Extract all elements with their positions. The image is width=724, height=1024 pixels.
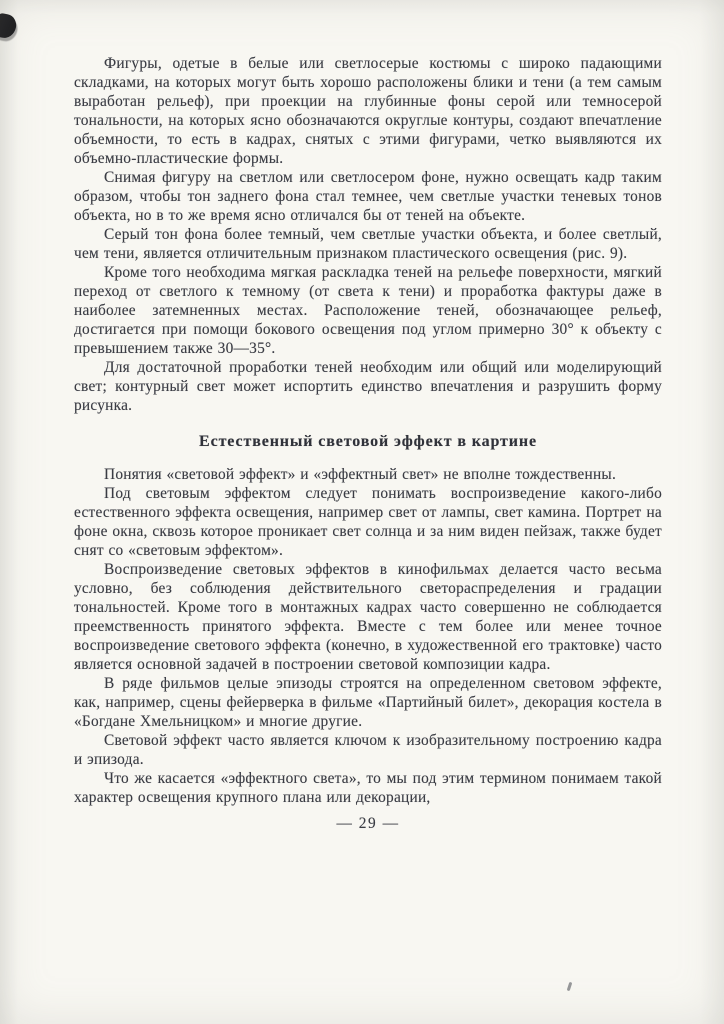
paragraph: Кроме того необходима мягкая раскладка теней на рельефе поверхности, мягкий переход от светлого к темному (от света к тени) и проработка фактуры даже в наиболее затемненных местах. Расположение теней, обозначающее рельеф, достигается при помощи бокового освещения под углом примерно 30° к объекту с превышением также 30—35°. bbox=[74, 264, 662, 357]
stray-ink-mark bbox=[567, 982, 573, 991]
paragraph: В ряде фильмов целые эпизоды строятся на определенном световом эффекте, как, например, сцены фейерверка в фильме «Партийный билет», декорация костела в «Богдане Хмельницком» и многие другие. bbox=[74, 675, 662, 730]
body-text-column bbox=[74, 54, 662, 833]
paragraph: Под световым эффектом следует понимать воспроизведение какого-либо естественного эффекта освещения, например свет от лампы, свет камина. Портрет на фоне окна, сквозь которое проникает свет солнца и за ним виден пейзаж, также будет снят со «световым эффектом». bbox=[74, 485, 662, 559]
page-number: — 29 — bbox=[336, 815, 400, 832]
paragraph: Фигуры, одетые в белые или светлосерые костюмы с широко падающими складками, на которых могут быть хорошо расположены блики и тени (а тем самым выработан рельеф), при проекции на глубинные фоны серой или темносерой тональности, на которых ясно обозначаются округлые контуры, создают впечатление объемности, то есть в кадрах, снятых с этими фигурами, четко выявляются их объемно-пластические формы. bbox=[74, 55, 662, 167]
paragraph: Световой эффект часто является ключом к изобразительному построению кадра и эпизода. bbox=[74, 732, 662, 768]
paragraph: Понятия «световой эффект» и «эффектный свет» не вполне тождественны. bbox=[104, 466, 617, 483]
ink-smudge bbox=[0, 12, 18, 40]
paragraph: Для достаточной проработки теней необходим или общий или моделирующий свет; контурный свет может испортить единство впечатления и разрушить форму рисунка. bbox=[74, 359, 662, 414]
paragraph: Что же касается «эффектного света», то мы под этим термином понимаем такой характер освещения крупного плана или декорации, bbox=[74, 770, 662, 806]
paragraph: Снимая фигуру на светлом или светлосером фоне, нужно освещать кадр таким образом, чтобы тон заднего фона стал темнее, чем светлые участки теневых тонов объекта, но в то же время ясно отличался бы от теней на объекте. bbox=[74, 169, 662, 224]
paragraph: Серый тон фона более темный, чем светлые участки объекта, и более светлый, чем тени, является отличительным признаком пластического освещения (рис. 9). bbox=[74, 226, 662, 262]
section-heading: Естественный световой эффект в картине bbox=[199, 433, 537, 450]
paragraph: Воспроизведение световых эффектов в кинофильмах делается часто весьма условно, без соблюдения действительного светораспределения и градации тональностей. Кроме того в монтажных кадрах часто совершенно не соблюдается преемственность принятого эффекта. Вместе с тем более или менее точное воспроизведение светового эффекта (конечно, в художественной его трактовке) часто является основной задачей в построении световой композиции кадра. bbox=[74, 561, 662, 673]
